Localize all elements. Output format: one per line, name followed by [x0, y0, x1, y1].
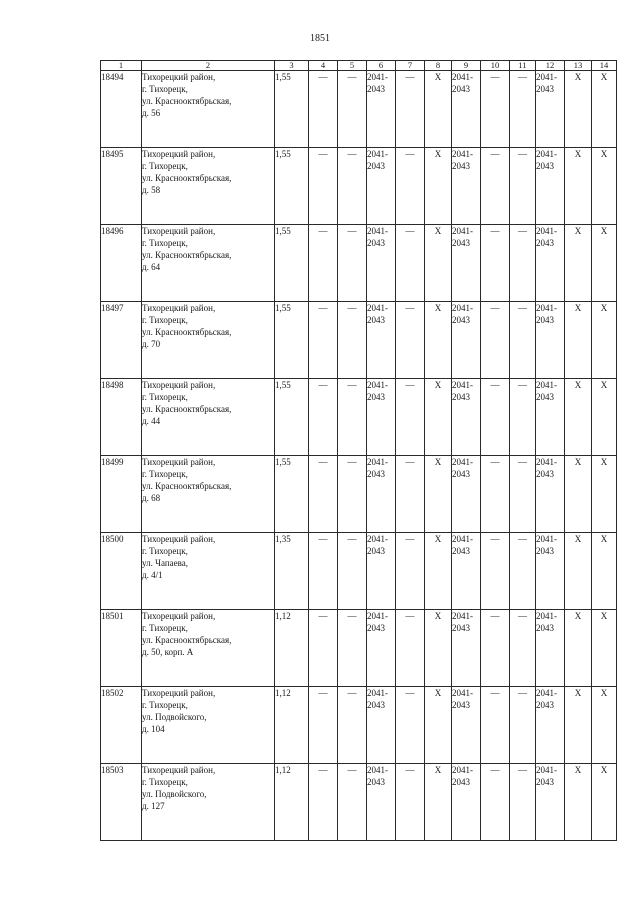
col14-mark: X	[592, 225, 617, 302]
column-header: 6	[367, 61, 396, 71]
col12-period	[536, 764, 565, 841]
col7-value: —	[396, 225, 425, 302]
period-line: 2043	[536, 315, 554, 325]
period-line: 2043	[536, 238, 554, 248]
period-line: 2043	[536, 161, 554, 171]
address-line: г. Тихорецк,	[142, 238, 188, 248]
col11-value: —	[510, 456, 536, 533]
address-line: ул. Краснооктябрьская,	[142, 96, 232, 106]
address-cell	[142, 148, 275, 225]
column-header: 13	[565, 61, 592, 71]
period-line: 2041-	[452, 688, 473, 698]
period-line: 2041-	[367, 765, 388, 775]
column-header: 5	[338, 61, 367, 71]
col11-value: —	[510, 533, 536, 610]
address-cell	[142, 225, 275, 302]
col13-mark: X	[565, 379, 592, 456]
col4-value: —	[309, 379, 338, 456]
period-line: 2043	[367, 315, 385, 325]
col6-period	[367, 71, 396, 148]
period-line: 2041-	[536, 149, 557, 159]
period-line: 2041-	[367, 611, 388, 621]
address-line: ул. Краснооктябрьская,	[142, 481, 232, 491]
period-line: 2043	[452, 161, 470, 171]
col13-mark: X	[565, 456, 592, 533]
address-line: ул. Краснооктябрьская,	[142, 173, 232, 183]
period-line: 2041-	[367, 457, 388, 467]
col6-period	[367, 148, 396, 225]
address-line: г. Тихорецк,	[142, 546, 188, 556]
address-line: г. Тихорецк,	[142, 392, 188, 402]
period-line: 2043	[367, 777, 385, 787]
area-value: 1,55	[275, 225, 309, 302]
period-line: 2041-	[536, 457, 557, 467]
record-number: 18498	[101, 379, 142, 456]
col13-mark: X	[565, 302, 592, 379]
record-number: 18497	[101, 302, 142, 379]
col13-mark: X	[565, 764, 592, 841]
period-line: 2043	[367, 238, 385, 248]
period-line: 2043	[536, 700, 554, 710]
col7-value: —	[396, 148, 425, 225]
address-line: д. 50, корп. А	[142, 647, 194, 657]
col7-value: —	[396, 71, 425, 148]
col9-period	[452, 456, 481, 533]
col4-value: —	[309, 225, 338, 302]
period-line: 2041-	[367, 688, 388, 698]
table-row	[101, 456, 617, 533]
record-number: 18494	[101, 71, 142, 148]
col6-period	[367, 456, 396, 533]
area-value: 1,12	[275, 610, 309, 687]
col11-value: —	[510, 148, 536, 225]
col13-mark: X	[565, 148, 592, 225]
record-number: 18496	[101, 225, 142, 302]
register-table	[100, 60, 617, 841]
col14-mark: X	[592, 379, 617, 456]
period-line: 2043	[452, 84, 470, 94]
col9-period	[452, 302, 481, 379]
col10-value: —	[481, 764, 510, 841]
col10-value: —	[481, 379, 510, 456]
col11-value: —	[510, 71, 536, 148]
col10-value: —	[481, 148, 510, 225]
period-line: 2041-	[367, 149, 388, 159]
record-number: 18495	[101, 148, 142, 225]
col8-mark: X	[425, 533, 452, 610]
col13-mark: X	[565, 533, 592, 610]
col12-period	[536, 148, 565, 225]
address-line: Тихорецкий район,	[142, 72, 216, 82]
table-row	[101, 610, 617, 687]
area-value: 1,55	[275, 71, 309, 148]
address-cell	[142, 610, 275, 687]
address-line: ул. Подвойского,	[142, 789, 207, 799]
col12-period	[536, 71, 565, 148]
col10-value: —	[481, 302, 510, 379]
col14-mark: X	[592, 610, 617, 687]
col8-mark: X	[425, 764, 452, 841]
period-line: 2041-	[452, 303, 473, 313]
col10-value: —	[481, 71, 510, 148]
col6-period	[367, 764, 396, 841]
address-line: г. Тихорецк,	[142, 623, 188, 633]
period-line: 2041-	[367, 303, 388, 313]
col5-value: —	[338, 148, 367, 225]
period-line: 2041-	[452, 226, 473, 236]
period-line: 2043	[452, 777, 470, 787]
column-header: 1	[101, 61, 142, 71]
address-line: г. Тихорецк,	[142, 469, 188, 479]
area-value: 1,55	[275, 302, 309, 379]
col13-mark: X	[565, 71, 592, 148]
col4-value: —	[309, 302, 338, 379]
address-line: ул. Краснооктябрьская,	[142, 250, 232, 260]
address-cell	[142, 764, 275, 841]
col10-value: —	[481, 225, 510, 302]
period-line: 2041-	[367, 226, 388, 236]
col12-period	[536, 533, 565, 610]
address-line: Тихорецкий район,	[142, 303, 216, 313]
col9-period	[452, 764, 481, 841]
col9-period	[452, 610, 481, 687]
period-line: 2043	[536, 392, 554, 402]
table-body	[101, 71, 617, 841]
col10-value: —	[481, 610, 510, 687]
col6-period	[367, 533, 396, 610]
period-line: 2043	[452, 700, 470, 710]
col4-value: —	[309, 456, 338, 533]
period-line: 2043	[367, 84, 385, 94]
address-line: д. 4/1	[142, 570, 163, 580]
col12-period	[536, 456, 565, 533]
address-line: Тихорецкий район,	[142, 226, 216, 236]
col9-period	[452, 533, 481, 610]
period-line: 2043	[367, 392, 385, 402]
col4-value: —	[309, 687, 338, 764]
address-line: г. Тихорецк,	[142, 84, 188, 94]
column-header: 3	[275, 61, 309, 71]
col6-period	[367, 302, 396, 379]
area-value: 1,35	[275, 533, 309, 610]
period-line: 2041-	[452, 534, 473, 544]
period-line: 2041-	[536, 534, 557, 544]
address-line: Тихорецкий район,	[142, 457, 216, 467]
period-line: 2043	[536, 623, 554, 633]
area-value: 1,55	[275, 379, 309, 456]
column-header: 9	[452, 61, 481, 71]
period-line: 2043	[536, 546, 554, 556]
address-line: Тихорецкий район,	[142, 688, 216, 698]
table-row	[101, 225, 617, 302]
page-number: 1851	[310, 33, 330, 44]
column-header: 12	[536, 61, 565, 71]
period-line: 2043	[452, 469, 470, 479]
col14-mark: X	[592, 687, 617, 764]
period-line: 2041-	[367, 72, 388, 82]
col11-value: —	[510, 610, 536, 687]
address-cell	[142, 533, 275, 610]
period-line: 2043	[367, 469, 385, 479]
period-line: 2043	[367, 623, 385, 633]
table-row	[101, 764, 617, 841]
address-cell	[142, 456, 275, 533]
col7-value: —	[396, 764, 425, 841]
period-line: 2041-	[367, 534, 388, 544]
col11-value: —	[510, 379, 536, 456]
col7-value: —	[396, 610, 425, 687]
col12-period	[536, 302, 565, 379]
col7-value: —	[396, 687, 425, 764]
col6-period	[367, 225, 396, 302]
col7-value: —	[396, 533, 425, 610]
record-number: 18503	[101, 764, 142, 841]
col7-value: —	[396, 456, 425, 533]
col5-value: —	[338, 764, 367, 841]
col8-mark: X	[425, 610, 452, 687]
col5-value: —	[338, 687, 367, 764]
col5-value: —	[338, 71, 367, 148]
column-header: 10	[481, 61, 510, 71]
col8-mark: X	[425, 302, 452, 379]
period-line: 2043	[536, 84, 554, 94]
period-line: 2043	[452, 546, 470, 556]
area-value: 1,55	[275, 148, 309, 225]
address-cell	[142, 379, 275, 456]
period-line: 2043	[452, 238, 470, 248]
col14-mark: X	[592, 302, 617, 379]
period-line: 2043	[367, 161, 385, 171]
col5-value: —	[338, 533, 367, 610]
col6-period	[367, 379, 396, 456]
col14-mark: X	[592, 456, 617, 533]
period-line: 2041-	[452, 765, 473, 775]
address-line: г. Тихорецк,	[142, 700, 188, 710]
address-line: ул. Подвойского,	[142, 712, 207, 722]
address-line: Тихорецкий район,	[142, 534, 216, 544]
record-number: 18500	[101, 533, 142, 610]
col8-mark: X	[425, 71, 452, 148]
col12-period	[536, 225, 565, 302]
area-value: 1,55	[275, 456, 309, 533]
address-line: д. 70	[142, 339, 161, 349]
col4-value: —	[309, 764, 338, 841]
address-line: Тихорецкий район,	[142, 149, 216, 159]
period-line: 2043	[367, 546, 385, 556]
period-line: 2041-	[367, 380, 388, 390]
col7-value: —	[396, 379, 425, 456]
address-cell	[142, 687, 275, 764]
address-line: ул. Краснооктябрьская,	[142, 635, 232, 645]
address-line: д. 64	[142, 262, 161, 272]
period-line: 2041-	[452, 611, 473, 621]
record-number: 18499	[101, 456, 142, 533]
address-line: г. Тихорецк,	[142, 315, 188, 325]
col8-mark: X	[425, 148, 452, 225]
col6-period	[367, 687, 396, 764]
period-line: 2043	[536, 469, 554, 479]
col12-period	[536, 687, 565, 764]
column-header: 11	[510, 61, 536, 71]
col11-value: —	[510, 225, 536, 302]
table-row	[101, 379, 617, 456]
address-line: д. 104	[142, 724, 165, 734]
col4-value: —	[309, 71, 338, 148]
record-number: 18501	[101, 610, 142, 687]
area-value: 1,12	[275, 687, 309, 764]
col11-value: —	[510, 687, 536, 764]
address-cell	[142, 302, 275, 379]
address-line: г. Тихорецк,	[142, 777, 188, 787]
col14-mark: X	[592, 533, 617, 610]
col10-value: —	[481, 687, 510, 764]
col11-value: —	[510, 764, 536, 841]
period-line: 2041-	[536, 688, 557, 698]
col11-value: —	[510, 302, 536, 379]
table-row	[101, 148, 617, 225]
col9-period	[452, 71, 481, 148]
period-line: 2043	[452, 315, 470, 325]
table-row	[101, 687, 617, 764]
period-line: 2043	[367, 700, 385, 710]
address-line: Тихорецкий район,	[142, 765, 216, 775]
col12-period	[536, 610, 565, 687]
period-line: 2041-	[452, 149, 473, 159]
address-line: д. 68	[142, 493, 161, 503]
period-line: 2043	[536, 777, 554, 787]
col7-value: —	[396, 302, 425, 379]
col4-value: —	[309, 533, 338, 610]
col10-value: —	[481, 533, 510, 610]
col12-period	[536, 379, 565, 456]
col8-mark: X	[425, 379, 452, 456]
col14-mark: X	[592, 148, 617, 225]
table-row	[101, 533, 617, 610]
col8-mark: X	[425, 687, 452, 764]
col9-period	[452, 379, 481, 456]
col5-value: —	[338, 610, 367, 687]
address-line: ул. Чапаева,	[142, 558, 189, 568]
address-line: ул. Краснооктябрьская,	[142, 404, 232, 414]
address-line: Тихорецкий район,	[142, 611, 216, 621]
period-line: 2041-	[536, 226, 557, 236]
col13-mark: X	[565, 610, 592, 687]
column-header: 2	[142, 61, 275, 71]
period-line: 2041-	[452, 380, 473, 390]
address-line: ул. Краснооктябрьская,	[142, 327, 232, 337]
column-header: 14	[592, 61, 617, 71]
col13-mark: X	[565, 225, 592, 302]
area-value: 1,12	[275, 764, 309, 841]
col8-mark: X	[425, 225, 452, 302]
col4-value: —	[309, 148, 338, 225]
period-line: 2041-	[452, 457, 473, 467]
period-line: 2041-	[536, 303, 557, 313]
address-line: г. Тихорецк,	[142, 161, 188, 171]
column-header: 8	[425, 61, 452, 71]
col8-mark: X	[425, 456, 452, 533]
col9-period	[452, 148, 481, 225]
record-number: 18502	[101, 687, 142, 764]
column-header: 7	[396, 61, 425, 71]
address-line: Тихорецкий район,	[142, 380, 216, 390]
period-line: 2041-	[536, 611, 557, 621]
address-line: д. 56	[142, 108, 161, 118]
col4-value: —	[309, 610, 338, 687]
col9-period	[452, 225, 481, 302]
col13-mark: X	[565, 687, 592, 764]
period-line: 2041-	[452, 72, 473, 82]
col9-period	[452, 687, 481, 764]
period-line: 2041-	[536, 765, 557, 775]
period-line: 2043	[452, 392, 470, 402]
column-header: 4	[309, 61, 338, 71]
period-line: 2043	[452, 623, 470, 633]
col14-mark: X	[592, 764, 617, 841]
table-row	[101, 302, 617, 379]
table-row	[101, 71, 617, 148]
header-row	[101, 61, 617, 71]
address-line: д. 58	[142, 185, 161, 195]
period-line: 2041-	[536, 72, 557, 82]
col6-period	[367, 610, 396, 687]
col5-value: —	[338, 379, 367, 456]
address-line: д. 127	[142, 801, 165, 811]
col5-value: —	[338, 225, 367, 302]
address-line: д. 44	[142, 416, 161, 426]
col5-value: —	[338, 456, 367, 533]
col5-value: —	[338, 302, 367, 379]
address-cell	[142, 71, 275, 148]
period-line: 2041-	[536, 380, 557, 390]
col14-mark: X	[592, 71, 617, 148]
col10-value: —	[481, 456, 510, 533]
